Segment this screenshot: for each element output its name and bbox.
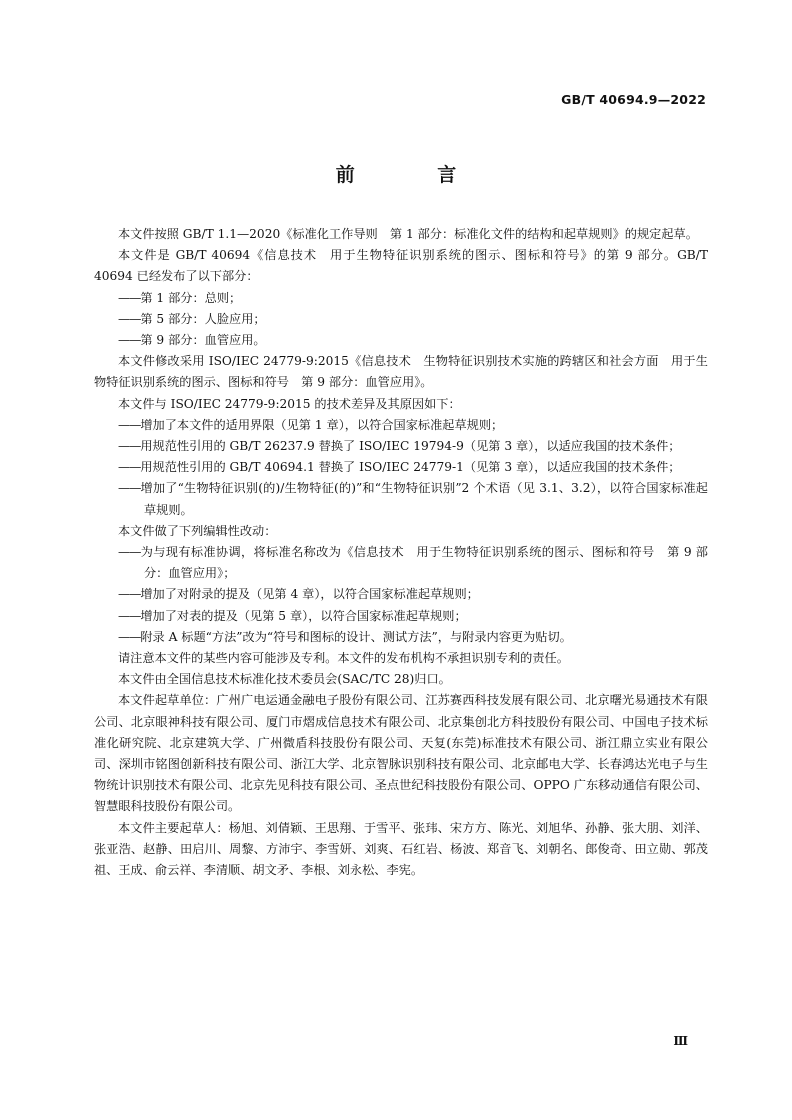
page-number: Ⅲ	[673, 1034, 688, 1048]
list-item-text: 增加了本文件的适用界限（见第 1 章），以符合国家标准起草规则；	[140, 417, 504, 432]
list-item-text: 附录 A 标题“方法”改为“符号和图标的设计、测试方法”，与附录内容更为贴切。	[140, 629, 572, 644]
list-dash: ——	[118, 545, 141, 560]
list-item-text: 用规范性引用的 GB/T 40694.1 替换了 ISO/IEC 24779-1（见第 3 章），以适应我国的技术条件；	[140, 460, 681, 475]
foreword-body	[94, 224, 708, 881]
paragraph: 本文件做了下列编辑性改动：	[118, 523, 277, 538]
list-item	[94, 584, 708, 605]
list-item-text: 用规范性引用的 GB/T 26237.9 替换了 ISO/IEC 19794-9（见第 3 章），以适应我国的技术条件；	[140, 439, 681, 454]
list-item-text: 增加了对表的提及（见第 5 章），以符合国家标准起草规则；	[140, 608, 467, 623]
paragraph: 本文件主要起草人：杨旭、刘倩颖、王思翔、于雪平、张玮、宋方方、陈光、刘旭华、孙静、张大朋、刘洋、张亚浩、赵静、田启川、周黎、方沛宇、李雪妍、刘爽、石红岩、杨波、郑音飞、刘朝名、郎俊奇、田立勋、郭茂祖、王成、俞云祥、李清顺、胡文矛、李根、刘永松、李宪。	[94, 820, 708, 878]
page-title: 前 言	[335, 164, 495, 186]
list-dash: ——	[118, 333, 141, 348]
list-dash: ——	[118, 439, 141, 454]
list-dash: ——	[118, 629, 141, 644]
list-item	[94, 288, 708, 309]
list-item-text: 增加了“生物特征识别(的)/生物特征(的)”和“生物特征识别”2 个术语（见 3.1、3.2），以符合国家标准起草规则。	[140, 481, 708, 517]
list-dash: ——	[118, 608, 141, 623]
list-item	[94, 436, 708, 457]
list-item-text: 为与现有标准协调，将标准名称改为《信息技术 用于生物特征识别系统的图示、图标和符号 第 9 部分：血管应用》；	[140, 545, 708, 581]
list-item	[94, 627, 708, 648]
list-item	[94, 309, 708, 330]
paragraph: 本文件起草单位：广州广电运通金融电子股份有限公司、江苏赛西科技发展有限公司、北京曙光易通技术有限公司、北京眼神科技有限公司、厦门市熠成信息技术有限公司、北京集创北方科技股份有限公司、中国电子技术标准化研究院、北京建筑大学、广州微盾科技股份有限公司、天复(东莞)标准技术有限公司、浙江鼎立实业有限公司、深圳市铭图创新科技有限公司、浙江大学、北京智脉识别科技有限公司、北京邮电大学、长春鸿达光电子与生物统计识别技术有限公司、北京先见科技有限公司、圣点世纪科技股份有限公司、OPPO 广东移动通信有限公司、智慧眼科技股份有限公司。	[94, 693, 708, 814]
list-dash: ——	[118, 290, 141, 305]
paragraph: 本文件由全国信息技术标准化技术委员会(SAC/TC 28)归口。	[118, 672, 451, 687]
list-item-text: 增加了对附录的提及（见第 4 章），以符合国家标准起草规则；	[140, 587, 479, 602]
paragraph: 本文件是 GB/T 40694《信息技术 用于生物特征识别系统的图示、图标和符号》的第 9 部分。GB/T 40694 已经发布了以下部分：	[94, 248, 708, 284]
list-dash: ——	[118, 587, 141, 602]
list-item	[94, 606, 708, 627]
list-item	[94, 415, 708, 436]
list-item	[94, 457, 708, 478]
paragraph: 请注意本文件的某些内容可能涉及专利。本文件的发布机构不承担识别专利的责任。	[118, 651, 569, 666]
list-dash: ——	[118, 311, 141, 326]
paragraph: 本文件与 ISO/IEC 24779-9:2015 的技术差异及其原因如下：	[118, 396, 461, 411]
paragraph: 本文件按照 GB/T 1.1—2020《标准化工作导则 第 1 部分：标准化文件的结构和起草规则》的规定起草。	[118, 227, 698, 241]
list-item	[94, 542, 708, 584]
list-item	[94, 330, 708, 351]
list-item	[94, 478, 708, 520]
list-dash: ——	[118, 481, 141, 496]
list-item-text: 第 1 部分：总则；	[140, 290, 242, 305]
paragraph: 本文件修改采用 ISO/IEC 24779-9:2015《信息技术 生物特征识别技术实施的跨辖区和社会方面 用于生物特征识别系统的图示、图标和符号 第 9 部分：血管应用》。	[94, 354, 708, 390]
document-number: GB/T 40694.9—2022	[561, 92, 706, 107]
list-dash: ——	[118, 460, 141, 475]
list-dash: ——	[118, 417, 141, 432]
list-item-text: 第 9 部分：血管应用。	[140, 333, 266, 348]
list-item-text: 第 5 部分：人脸应用；	[140, 311, 266, 326]
